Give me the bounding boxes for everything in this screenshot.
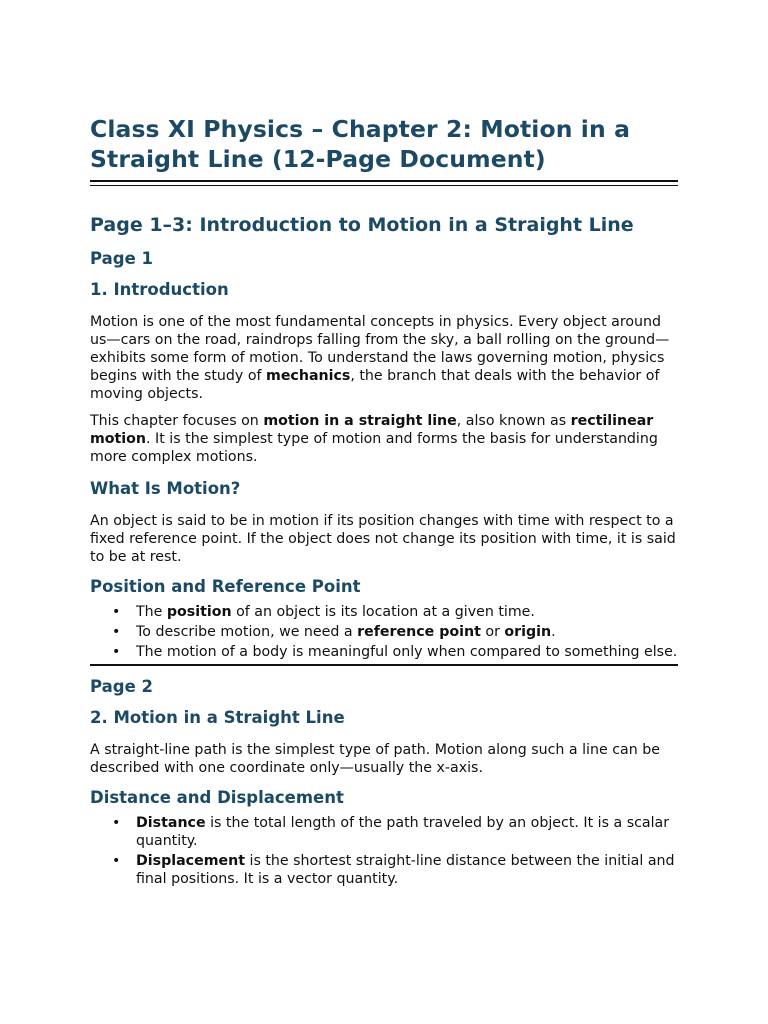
list-item xyxy=(90,643,678,661)
title-double-divider xyxy=(90,180,678,186)
text-run: of an object is its location at a given time. xyxy=(231,604,535,620)
bullet-icon: • xyxy=(112,815,121,831)
introduction-heading: 1. Introduction xyxy=(90,280,229,299)
page-divider xyxy=(90,664,678,666)
list-item xyxy=(90,603,678,621)
bold-term-displacement: Displacement xyxy=(136,853,245,869)
bold-term-position: position xyxy=(166,604,232,620)
distance-displacement-list xyxy=(90,814,678,888)
text-run: , the branch that deals with the behavior of moving objects. xyxy=(90,368,660,402)
text-run: is the shortest straight-line distance between the initial and final positions. It is a vector quantity. xyxy=(136,853,675,887)
document-page xyxy=(90,114,678,890)
motion-straight-line-paragraph: A straight-line path is the simplest type of path. Motion along such a line can be described with one coordinate only—usually the x-axis. xyxy=(90,742,660,776)
page-2-label: Page 2 xyxy=(90,677,154,696)
text-run: is the total length of the path traveled by an object. It is a scalar quantity. xyxy=(136,815,670,849)
what-is-motion-paragraph: An object is said to be in motion if its position changes with time with respect to a fixed reference point. If the object does not change its position with time, it is said to be at rest. xyxy=(90,513,676,565)
text-run: , also known as xyxy=(456,413,571,429)
text-run: The xyxy=(136,604,167,620)
text-run: . xyxy=(551,624,556,640)
motion-straight-line-heading: 2. Motion in a Straight Line xyxy=(90,708,345,727)
bold-term-origin: origin xyxy=(504,624,552,640)
bullet-icon: • xyxy=(112,644,121,660)
bold-term-rectilinear-motion: rectilinear motion xyxy=(90,413,654,447)
position-reference-heading: Position and Reference Point xyxy=(90,577,361,596)
text-run: Motion is one of the most fundamental concepts in physics. Every object around us—cars on the road, raindrops falling from the sky, a ball rolling on the ground—exhibits some form of motion. To understand the laws governing motion, physics begins with the study of xyxy=(90,314,670,384)
position-bullet-list xyxy=(90,603,678,661)
list-item xyxy=(90,852,678,888)
section-title: Page 1–3: Introduction to Motion in a Straight Line xyxy=(90,214,634,236)
list-item xyxy=(90,623,678,641)
list-item xyxy=(90,814,678,850)
text-run: or xyxy=(480,624,505,640)
bullet-icon: • xyxy=(112,853,121,869)
introduction-paragraph-1 xyxy=(90,313,678,403)
text-run: . It is the simplest type of motion and forms the basis for understanding more complex motions. xyxy=(90,431,658,465)
distance-displacement-heading: Distance and Displacement xyxy=(90,788,344,807)
text-run: To describe motion, we need a xyxy=(136,624,358,640)
page-1-label: Page 1 xyxy=(90,249,154,268)
bold-term-mechanics: mechanics xyxy=(266,368,351,384)
document-title: Class XI Physics – Chapter 2: Motion in a Straight Line (12-Page Document) xyxy=(90,115,631,173)
bullet-icon: • xyxy=(112,624,121,640)
bold-term-motion-in-straight-line: motion in a straight line xyxy=(263,413,457,429)
what-is-motion-heading: What Is Motion? xyxy=(90,479,241,498)
introduction-paragraph-2 xyxy=(90,412,678,466)
text-run: This chapter focuses on xyxy=(90,413,264,429)
bullet-icon: • xyxy=(112,604,121,620)
bold-term-reference-point: reference point xyxy=(357,624,481,640)
bold-term-distance: Distance xyxy=(136,815,206,831)
text-run: The motion of a body is meaningful only when compared to something else. xyxy=(136,644,678,660)
